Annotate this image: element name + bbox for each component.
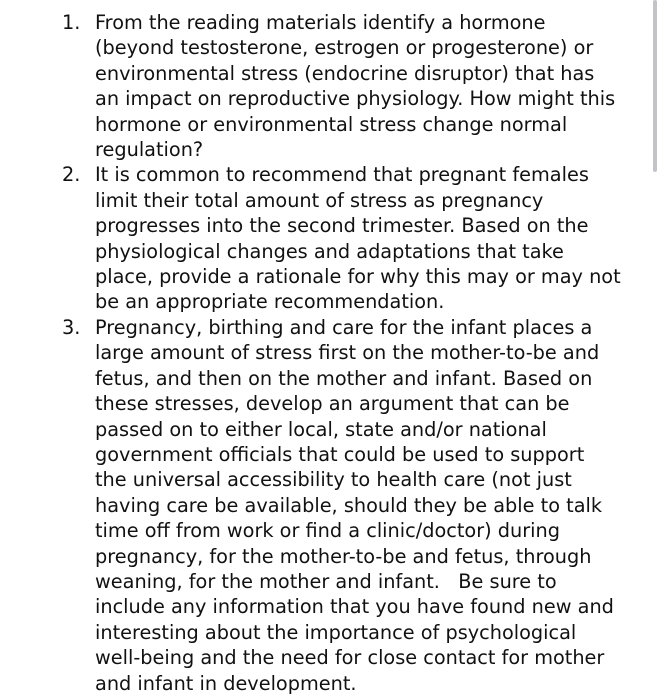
- question-text-line: Pregnancy, birthing and care for the infant places a: [95, 315, 593, 339]
- question-text-line: progresses into the second trimester. Based on the: [95, 214, 589, 238]
- question-text-line: pregnancy, for the mother-to-be and fetus, through: [95, 544, 592, 568]
- question-text-line: (beyond testosterone, estrogen or progesterone) or: [95, 36, 594, 60]
- question-text-line: include any information that you have found new and: [95, 595, 614, 619]
- question-text-line: and infant in development.: [95, 671, 357, 695]
- question-text-line: having care be available, should they be able to talk: [95, 493, 603, 517]
- question-text-line: environmental stress (endocrine disruptor) that has: [95, 61, 595, 85]
- question-list: [62, 10, 632, 696]
- vertical-scrollbar[interactable]: [653, 0, 657, 172]
- question-text-line: hormone or environmental stress change normal: [95, 112, 568, 136]
- question-text-line: the universal accessibility to health care (not just: [95, 468, 572, 492]
- question-text-line: physiological changes and adaptations that take: [95, 239, 564, 263]
- question-text-line: place, provide a rationale for why this may or may not: [95, 265, 621, 289]
- question-text-line: government officials that could be used to support: [95, 442, 585, 466]
- question-text-line: these stresses, develop an argument that can be: [95, 392, 570, 416]
- question-number: 1.: [62, 11, 81, 34]
- question-text-line: an impact on reproductive physiology. How might this: [95, 87, 616, 111]
- question-text-line: large amount of stress first on the mother-to-be and: [95, 341, 600, 365]
- question-text-line: be an appropriate recommendation.: [95, 290, 445, 314]
- question-text-line: interesting about the importance of psychological: [95, 620, 577, 644]
- question-text-line: time off from work or find a clinic/doctor) during: [95, 519, 560, 543]
- question-item-2: [62, 162, 632, 314]
- question-item-3: [62, 315, 632, 696]
- question-text-line: well-being and the need for close contact for mother: [95, 646, 605, 670]
- question-item-1: [62, 10, 632, 162]
- question-number: 3.: [62, 315, 81, 339]
- question-text-line: weaning, for the mother and infant. Be sure to: [95, 569, 557, 593]
- question-text-line: regulation?: [95, 138, 204, 162]
- question-text-line: From the reading materials identify a hormone: [95, 11, 546, 34]
- question-text-line: limit their total amount of stress as pregnancy: [95, 188, 544, 212]
- question-text-line: It is common to recommend that pregnant females: [95, 163, 589, 187]
- question-text-line: passed on to either local, state and/or national: [95, 417, 547, 441]
- question-text-line: fetus, and then on the mother and infant. Based on: [95, 366, 593, 390]
- question-number: 2.: [62, 163, 81, 187]
